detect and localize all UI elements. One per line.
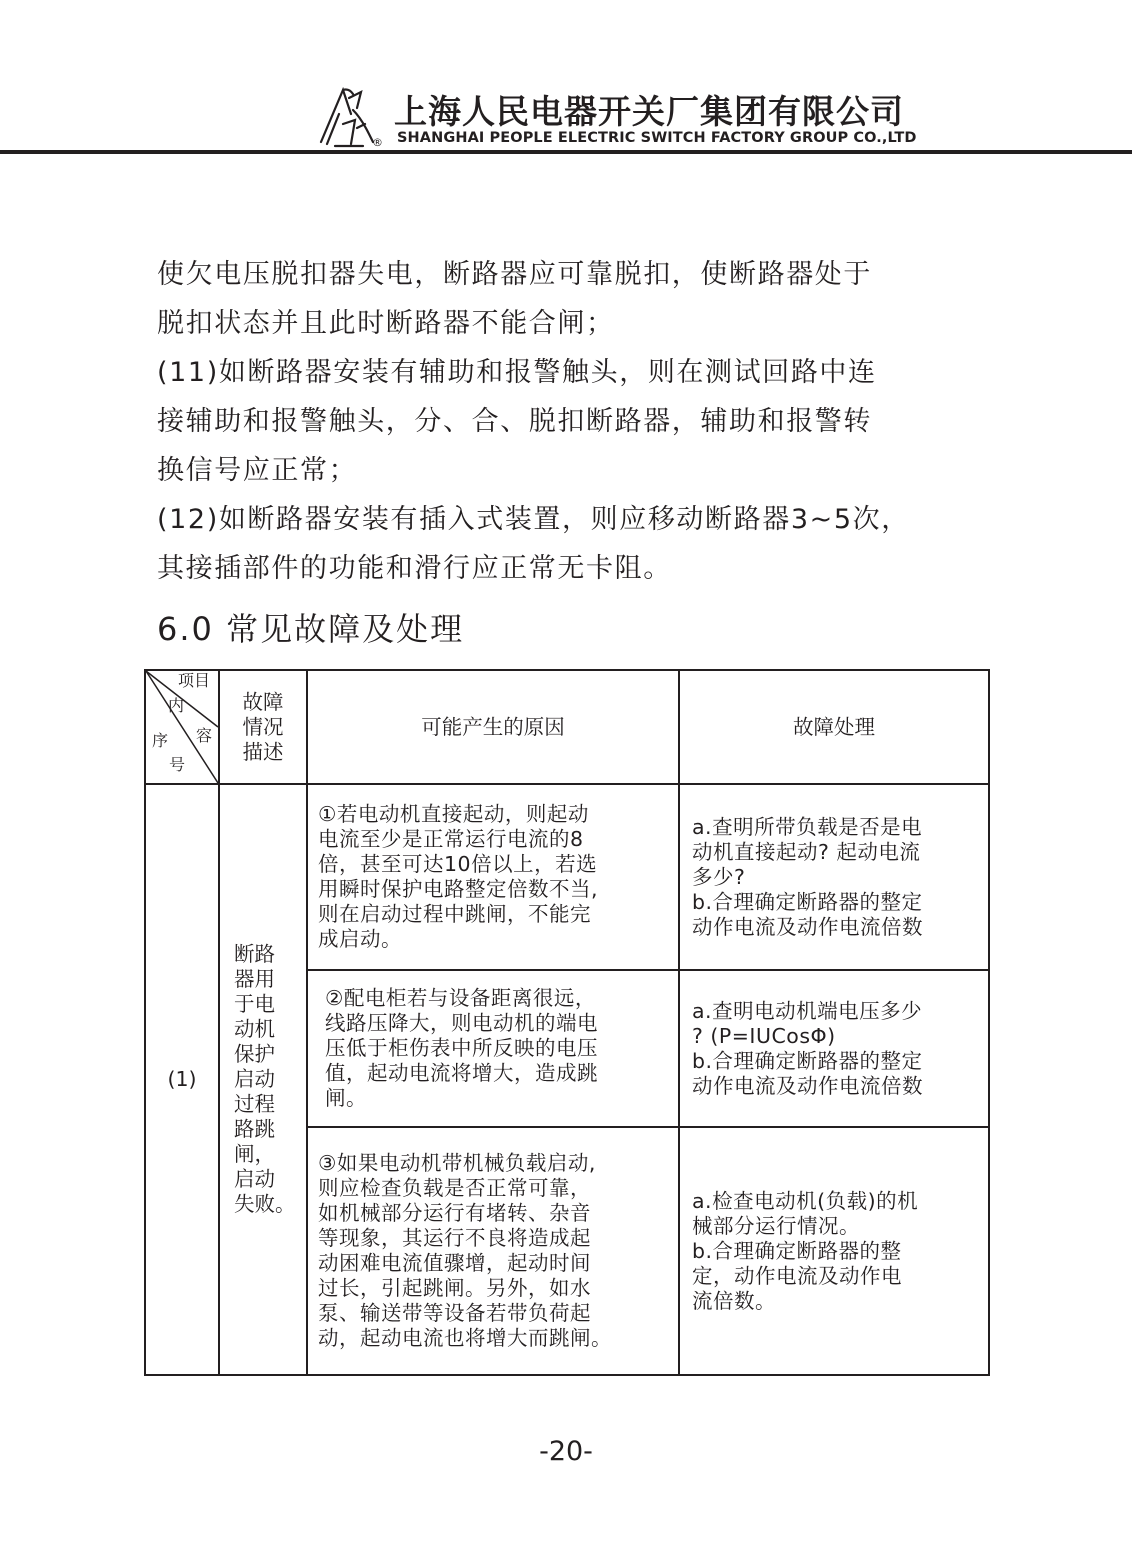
corner-content-label: 容	[196, 726, 213, 745]
body-line: (12)如断路器安装有插入式装置，则应移动断路器3~5次，	[157, 504, 910, 535]
fix-cell: a.查明所带负载是否是电 动机直接起动? 起动电流 多少? b.合理确定断路器的整定 动作电流及动作电流倍数	[679, 784, 989, 970]
body-line: (11)如断路器安装有辅助和报警触头，则在测试回路中连	[157, 357, 877, 388]
body-line: 脱扣状态并且此时断路器不能合闸；	[157, 308, 615, 339]
fix-cell: a.检查电动机(负载)的机 械部分运行情况。 b.合理确定断路器的整 定，动作电流及动作电 流倍数。	[679, 1127, 989, 1375]
body-text	[157, 250, 987, 593]
body-line: 接辅助和报警触头，分、合、脱扣断路器，辅助和报警转	[157, 406, 872, 437]
table-row	[145, 784, 989, 970]
cause-cell: ①若电动机直接起动，则起动 电流至少是正常运行电流的8 倍，甚至可达10倍以上，若选 用瞬时保护电路整定倍数不当, 则在启动过程中跳闸，不能完 成启动。	[307, 784, 679, 970]
section-title: 6.0 常见故障及处理	[157, 610, 465, 648]
header-rule	[0, 150, 1132, 154]
registered-mark: ®	[372, 136, 383, 149]
header-fix: 故障处理	[679, 670, 989, 784]
cause-cell: ②配电柜若与设备距离很远， 线路压降大，则电动机的端电 压低于柜伤表中所反映的电压 值，起动电流将增大，造成跳 闸。	[307, 970, 679, 1127]
corner-num-label: 号	[169, 755, 186, 774]
page-number: -20-	[539, 1436, 593, 1467]
corner-cell	[145, 670, 219, 784]
row-description: 断路 器用 于电 动机 保护 启动 过程 路跳 闸， 启动 失败。	[219, 784, 307, 1375]
row-number: (1)	[145, 784, 219, 1375]
cause-cell: ③如果电动机带机械负载启动, 则应检查负载是否正常可靠， 如机械部分运行有堵转、杂音 等现象，其运行不良将造成起 动困难电流值骤增，起动时间 过长，引起跳闸。另外，如水 泵、输送带等设备若带负荷起 动，起动电流也将增大而跳闸。	[307, 1127, 679, 1375]
table-header-row	[145, 670, 989, 784]
corner-content-label: 内	[168, 696, 185, 715]
company-name-cn: 上海人民电器开关厂集团有限公司	[394, 92, 904, 131]
body-line: 其接插部件的功能和滑行应正常无卡阻。	[157, 553, 672, 584]
fault-table	[144, 669, 990, 1376]
header-cause: 可能产生的原因	[307, 670, 679, 784]
body-line: 使欠电压脱扣器失电，断路器应可靠脱扣，使断路器处于	[157, 259, 872, 290]
header-desc: 故障 情况 描述	[219, 670, 307, 784]
company-name-en: SHANGHAI PEOPLE ELECTRIC SWITCH FACTORY GROUP CO.,LTD	[397, 130, 917, 146]
corner-item-label: 项目	[178, 671, 211, 690]
fix-cell: a.查明电动机端电压多少 ? (P=IUCosΦ) b.合理确定断路器的整定 动作电流及动作电流倍数	[679, 970, 989, 1127]
corner-seq-label: 序	[152, 731, 169, 750]
body-line: 换信号应正常；	[157, 455, 358, 486]
